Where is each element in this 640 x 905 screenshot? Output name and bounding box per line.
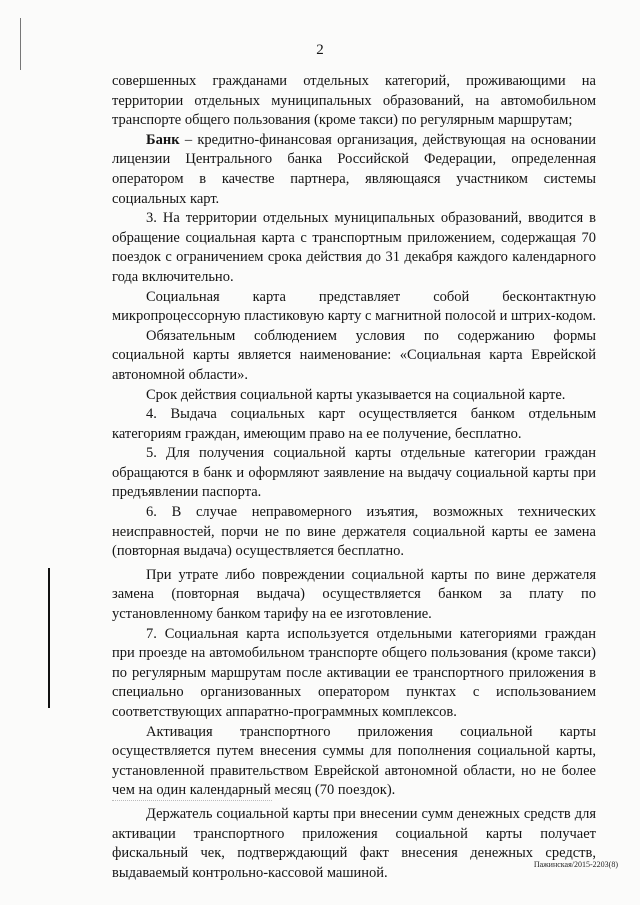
paragraph-item-7: 7. Социальная карта используется отдельными категориями граждан при проезде на автомобильном транспорте общего пользования (кроме такси) по регулярным маршрутам после активации ее транспортного приложения в специально организованных оператором пунктах с использованием соответствующих аппаратно-программных комплексов.	[112, 625, 596, 720]
left-margin-mark	[48, 568, 50, 708]
document-body	[112, 72, 596, 883]
footer-code: Пажинская/2015-2203(8)	[533, 860, 618, 869]
scan-artifact	[112, 800, 272, 801]
paragraph-intro-continuation: совершенных гражданами отдельных категорий, проживающими на территории отдельных муниципальных образований, на автомобильном транспорте общего пользования (кроме такси) по регулярным маршрутам;	[112, 73, 596, 129]
paragraph-item-4: 4. Выдача социальных карт осуществляется банком отдельным категориям граждан, имеющим право на ее получение, бесплатно.	[112, 406, 596, 442]
paragraph-activation: Активация транспортного приложения социальной карты осуществляется путем внесения суммы для пополнения социальной карты, установленной правительством Еврейской автономной области, но не более чем на один календарный месяц (70 поездок).	[112, 723, 596, 799]
page-number: 2	[316, 42, 324, 58]
term-bank: Банк	[146, 131, 180, 148]
paragraph-loss-replacement: При утрате либо повреждении социальной карты по вине держателя замена (повторная выдача) осуществляется банком за плату по установленному банком тарифу на ее изготовление.	[112, 566, 596, 623]
paragraph-receipt: Держатель социальной карты при внесении сумм денежных средств для активации транспортного приложения социальной карты получает фискальный чек, подтверждающий факт внесения денежных средств, выдаваемый контрольно-кассовой машиной.	[112, 805, 596, 881]
paragraph-card-name: Обязательным соблюдением условия по содержанию формы социальной карты является наименование: «Социальная карта Еврейской автономной области».	[112, 327, 596, 383]
paragraph-item-3: 3. На территории отдельных муниципальных образований, вводится в обращение социальная карта с транспортным приложением, содержащая 70 поездок с ограничением срока действия до 31 декабря каждого календарного года включительно.	[112, 210, 596, 285]
paragraph-bank-definition	[112, 131, 596, 209]
paragraph-item-5: 5. Для получения социальной карты отдельные категории граждан обращаются в банк и оформляют заявление на выдачу социальной карты при предъявлении паспорта.	[112, 445, 596, 501]
paragraph-card-description: Социальная карта представляет собой бесконтактную микропроцессорную пластиковую карту с магнитной полосой и штрих-кодом.	[112, 288, 597, 325]
paragraph-item-6: 6. В случае неправомерного изъятия, возможных технических неисправностей, порчи не по вине держателя социальной карты ее замена (повторная выдача) осуществляется бесплатно.	[112, 504, 596, 560]
paragraph-validity: Срок действия социальной карты указывается на социальной карте.	[146, 386, 566, 403]
bank-definition-text: – кредитно-финансовая организация, действующая на основании лицензии Центрального банка Российской Федерации, определенная оператором в качестве партнера, являющаяся участником системы социальных карт.	[112, 131, 596, 207]
